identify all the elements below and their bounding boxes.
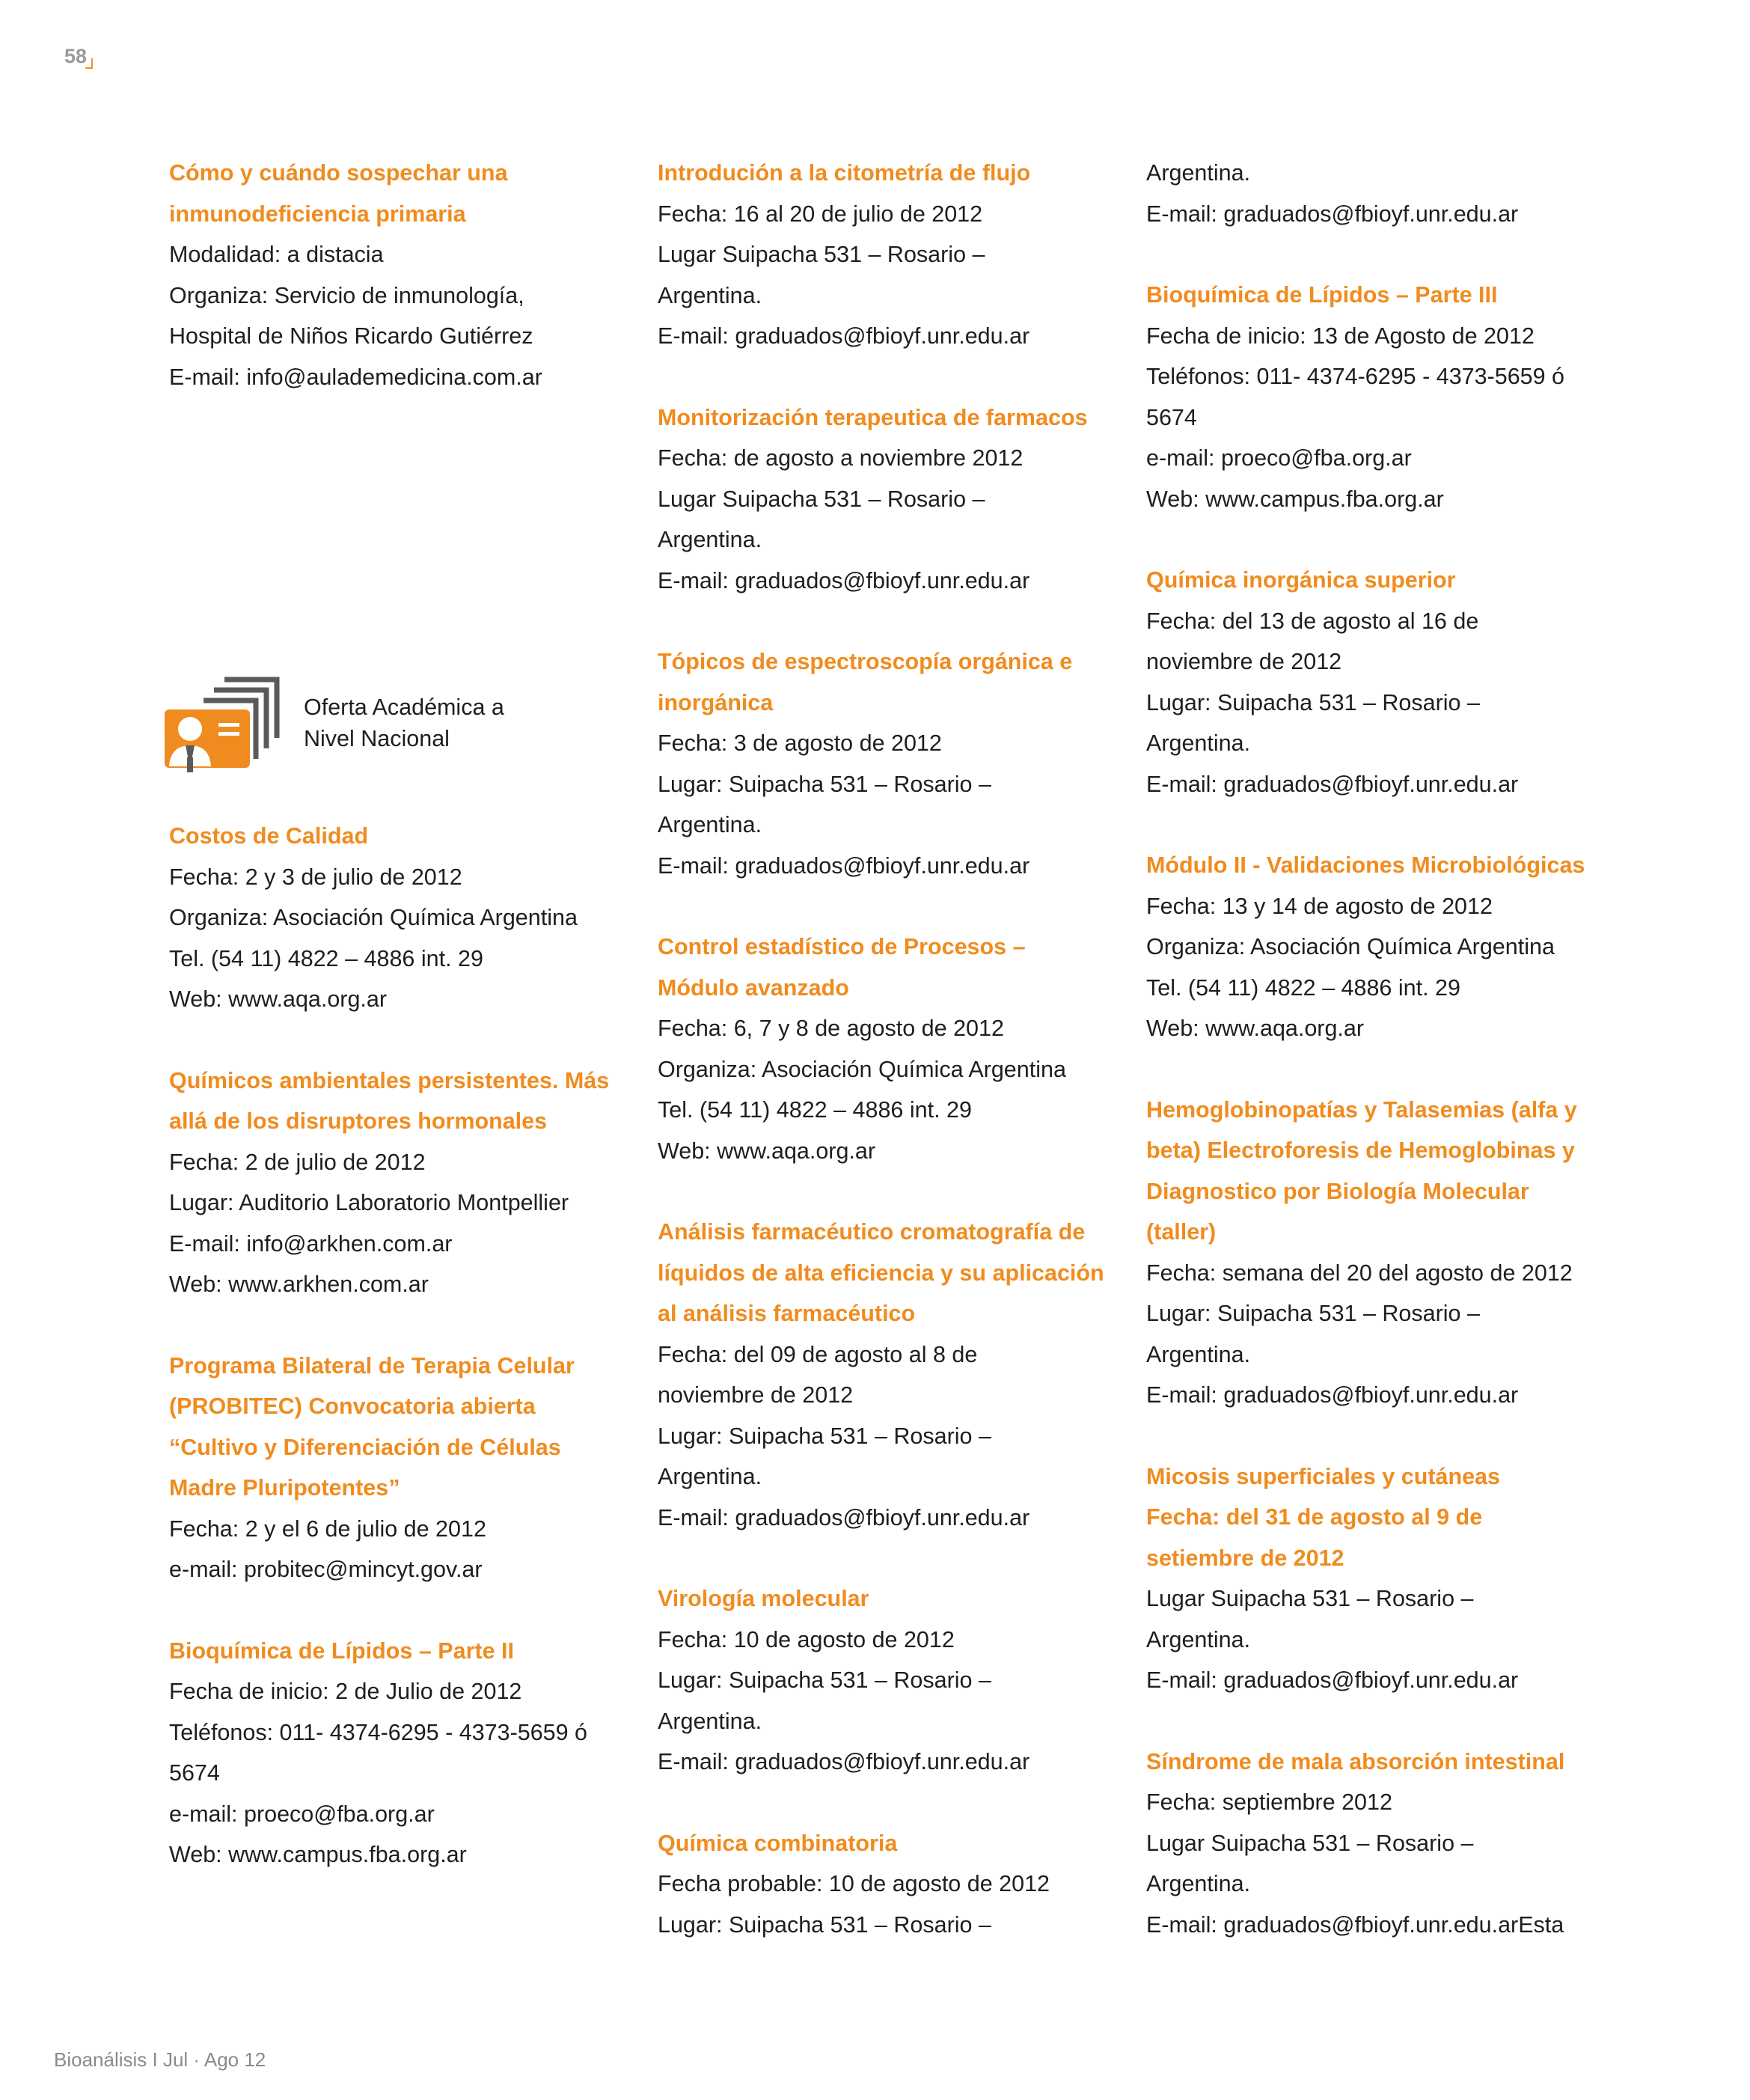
- course-detail: Organiza: Asociación Química Argentina: [658, 1056, 1066, 1082]
- course-entry: [169, 1346, 648, 1590]
- course-detail: e-mail: proeco@fba.org.ar: [1146, 445, 1412, 471]
- course-entry: [658, 397, 1136, 602]
- course-detail: Lugar Suipacha 531 – Rosario –: [1146, 1586, 1474, 1611]
- course-detail: E-mail: graduados@fbioyf.unr.edu.ar: [1146, 771, 1519, 797]
- course-detail: E-mail: graduados@fbioyf.unr.edu.arEsta: [1146, 1911, 1564, 1938]
- course-detail: Tel. (54 11) 4822 – 4886 int. 29: [169, 945, 483, 971]
- course-entry: [169, 1631, 648, 1875]
- course-detail: Web: www.aqa.org.ar: [169, 986, 388, 1012]
- page-number-corner-mark: [85, 58, 93, 69]
- course-detail: Fecha: septiembre 2012: [1146, 1789, 1392, 1815]
- course-detail: Fecha: 10 de agosto de 2012: [658, 1626, 955, 1652]
- course-detail: Web: www.arkhen.com.ar: [169, 1272, 429, 1297]
- course-detail: Argentina.: [1146, 1626, 1251, 1652]
- section-title-line-1: Oferta Académica a: [304, 695, 504, 720]
- course-title: Análisis farmacéutico cromatografía de: [658, 1219, 1086, 1245]
- course-entry: [169, 1060, 648, 1305]
- course-detail: Lugar: Suipacha 531 – Rosario –: [1146, 689, 1480, 715]
- course-title: Módulo II - Validaciones Microbiológicas: [1146, 852, 1585, 878]
- course-title: allá de los disruptores hormonales: [169, 1108, 548, 1134]
- course-detail: Fecha: del 09 de agosto al 8 de: [658, 1341, 978, 1367]
- course-detail: Fecha de inicio: 2 de Julio de 2012: [169, 1679, 522, 1704]
- course-detail: Organiza: Servicio de inmunología,: [169, 282, 524, 308]
- course-detail: E-mail: graduados@fbioyf.unr.edu.ar: [658, 1504, 1030, 1530]
- course-detail: E-mail: graduados@fbioyf.unr.edu.ar: [658, 323, 1030, 349]
- course-detail: e-mail: probitec@mincyt.gov.ar: [169, 1557, 483, 1582]
- course-entry: [1146, 1456, 1625, 1701]
- course-detail: Lugar Suipacha 531 – Rosario –: [1146, 1830, 1474, 1856]
- course-detail: Tel. (54 11) 4822 – 4886 int. 29: [658, 1097, 972, 1123]
- column-2: [658, 153, 1136, 1985]
- course-title: Hemoglobinopatías y Talasemias (alfa y: [1146, 1096, 1577, 1123]
- course-entry: [169, 816, 648, 1020]
- course-entry: [658, 927, 1136, 1171]
- course-title: Síndrome de mala absorción intestinal: [1146, 1748, 1565, 1774]
- course-title: Madre Pluripotentes”: [169, 1475, 400, 1501]
- course-detail: Argentina.: [658, 1464, 762, 1489]
- course-title: inmunodeficiencia primaria: [169, 201, 466, 227]
- course-detail: Fecha: 2 de julio de 2012: [169, 1149, 426, 1175]
- course-entry: [1146, 275, 1625, 519]
- course-entry: [658, 1212, 1136, 1538]
- course-detail: Teléfonos: 011- 4374-6295 - 4373-5659 ó: [169, 1719, 588, 1745]
- course-detail: Argentina.: [658, 812, 762, 837]
- course-detail: Fecha: 13 y 14 de agosto de 2012: [1146, 893, 1493, 919]
- course-detail: Fecha: de agosto a noviembre 2012: [658, 445, 1024, 471]
- course-entry: [658, 1578, 1136, 1783]
- course-entry: [1146, 1090, 1625, 1416]
- course-detail: 5674: [169, 1760, 220, 1786]
- course-detail: 5674: [1146, 404, 1197, 430]
- course-detail: Web: www.aqa.org.ar: [1146, 1016, 1365, 1041]
- course-title: Bioquímica de Lípidos – Parte III: [1146, 282, 1498, 308]
- course-detail: Lugar: Suipacha 531 – Rosario –: [658, 1423, 991, 1449]
- course-detail: Fecha de inicio: 13 de Agosto de 2012: [1146, 323, 1535, 349]
- course-title: al análisis farmacéutico: [658, 1301, 916, 1326]
- course-entry: [1146, 845, 1625, 1049]
- course-title: Diagnostico por Biología Molecular: [1146, 1178, 1529, 1204]
- course-detail: E-mail: graduados@fbioyf.unr.edu.ar: [658, 852, 1030, 879]
- course-detail: Argentina.: [658, 1708, 762, 1734]
- course-title: Cómo y cuándo sospechar una: [169, 160, 508, 186]
- course-detail: e-mail: proeco@fba.org.ar: [169, 1801, 435, 1827]
- course-title: setiembre de 2012: [1146, 1545, 1344, 1571]
- course-entry: [1146, 560, 1625, 805]
- section-title-line-2: Nivel Nacional: [304, 726, 450, 751]
- course-detail: Argentina.: [658, 527, 762, 552]
- course-title: Monitorización terapeutica de farmacos: [658, 404, 1088, 430]
- course-detail: Lugar: Suipacha 531 – Rosario –: [658, 771, 991, 797]
- course-detail: Argentina.: [1146, 1871, 1251, 1896]
- course-detail: Tel. (54 11) 4822 – 4886 int. 29: [1146, 974, 1460, 1001]
- footer-publication: Bioanálisis I Jul · Ago 12: [54, 2048, 266, 2071]
- course-entry: [658, 1823, 1136, 1946]
- course-title: Módulo avanzado: [658, 974, 849, 1001]
- course-title: Químicos ambientales persistentes. Más: [169, 1067, 610, 1093]
- course-title: líquidos de alta eficiencia y su aplicación: [658, 1260, 1104, 1286]
- course-detail: Modalidad: a distacia: [169, 242, 384, 267]
- course-title: Tópicos de espectroscopía orgánica e: [658, 649, 1073, 674]
- course-title: Bioquímica de Lípidos – Parte II: [169, 1637, 514, 1664]
- course-detail: noviembre de 2012: [658, 1382, 854, 1408]
- course-detail: Hospital de Niños Ricardo Gutiérrez: [169, 323, 533, 349]
- course-detail: Argentina.: [1146, 1341, 1251, 1367]
- certificate-icon: [165, 675, 289, 774]
- course-detail: Fecha probable: 10 de agosto de 2012: [658, 1871, 1050, 1896]
- course-detail: E-mail: graduados@fbioyf.unr.edu.ar: [1146, 1667, 1519, 1693]
- course-detail: Web: www.campus.fba.org.ar: [1146, 486, 1444, 512]
- course-title: Fecha: del 31 de agosto al 9 de: [1146, 1504, 1483, 1530]
- course-detail: E-mail: graduados@fbioyf.unr.edu.ar: [1146, 201, 1519, 227]
- course-detail: Lugar: Suipacha 531 – Rosario –: [1146, 1301, 1480, 1326]
- course-title: Virología molecular: [658, 1586, 869, 1611]
- section-header: [169, 675, 648, 816]
- course-detail: Lugar: Suipacha 531 – Rosario –: [658, 1911, 991, 1938]
- course-title: Química combinatoria: [658, 1830, 898, 1856]
- course-detail: Fecha: semana del 20 del agosto de 2012: [1146, 1260, 1573, 1286]
- course-title: (taller): [1146, 1219, 1217, 1245]
- course-detail: E-mail: graduados@fbioyf.unr.edu.ar: [658, 567, 1030, 593]
- course-detail: Fecha: 2 y 3 de julio de 2012: [169, 864, 462, 890]
- course-detail: Argentina.: [1146, 160, 1251, 186]
- column-3: [1146, 153, 1625, 1985]
- course-title: Programa Bilateral de Terapia Celular: [169, 1352, 575, 1379]
- course-detail: E-mail: graduados@fbioyf.unr.edu.ar: [1146, 1382, 1519, 1408]
- course-detail: Organiza: Asociación Química Argentina: [169, 905, 578, 930]
- course-title: “Cultivo y Diferenciación de Células: [169, 1434, 561, 1460]
- course-detail: Argentina.: [1146, 730, 1251, 756]
- course-detail: noviembre de 2012: [1146, 649, 1342, 674]
- page-number: 58: [64, 45, 88, 67]
- course-title: Introdución a la citometría de flujo: [658, 160, 1031, 186]
- course-title: Micosis superficiales y cutáneas: [1146, 1463, 1500, 1489]
- course-detail: Web: www.campus.fba.org.ar: [169, 1842, 467, 1867]
- course-title: (PROBITEC) Convocatoria abierta: [169, 1394, 536, 1419]
- course-detail: Teléfonos: 011- 4374-6295 - 4373-5659 ó: [1146, 364, 1565, 389]
- course-title: Química inorgánica superior: [1146, 567, 1456, 593]
- course-detail: E-mail: graduados@fbioyf.unr.edu.ar: [658, 1749, 1030, 1774]
- course-detail: Lugar: Suipacha 531 – Rosario –: [658, 1667, 991, 1693]
- course-detail: Fecha: 16 al 20 de julio de 2012: [658, 201, 983, 227]
- column-1: [169, 153, 648, 1916]
- course-detail: Lugar Suipacha 531 – Rosario –: [658, 486, 985, 512]
- course-detail: Organiza: Asociación Química Argentina: [1146, 934, 1555, 959]
- course-detail: Argentina.: [658, 282, 762, 308]
- course-detail: Fecha: 3 de agosto de 2012: [658, 730, 942, 756]
- col1-bottom-entries: [169, 816, 648, 1875]
- course-entry: [1146, 1742, 1625, 1946]
- course-title: inorgánica: [658, 689, 774, 715]
- course-title: Control estadístico de Procesos –: [658, 934, 1026, 959]
- course-detail: Fecha: 2 y el 6 de julio de 2012: [169, 1516, 486, 1542]
- course-detail: E-mail: info@arkhen.com.ar: [169, 1230, 453, 1257]
- course-entry: [169, 153, 648, 397]
- course-title: beta) Electroforesis de Hemoglobinas y: [1146, 1138, 1575, 1163]
- course-title: Costos de Calidad: [169, 823, 369, 849]
- course-detail: Lugar: Auditorio Laboratorio Montpellier: [169, 1190, 569, 1215]
- course-entry: [658, 153, 1136, 357]
- course-entry: [1146, 153, 1625, 234]
- course-detail: Fecha: 6, 7 y 8 de agosto de 2012: [658, 1016, 1004, 1041]
- course-detail: Lugar Suipacha 531 – Rosario –: [658, 242, 985, 267]
- course-detail: Fecha: del 13 de agosto al 16 de: [1146, 608, 1479, 634]
- course-detail: Web: www.aqa.org.ar: [658, 1138, 876, 1164]
- course-detail: E-mail: info@aulademedicina.com.ar: [169, 364, 542, 390]
- course-entry: [658, 641, 1136, 886]
- col1-top-entries: [169, 153, 648, 397]
